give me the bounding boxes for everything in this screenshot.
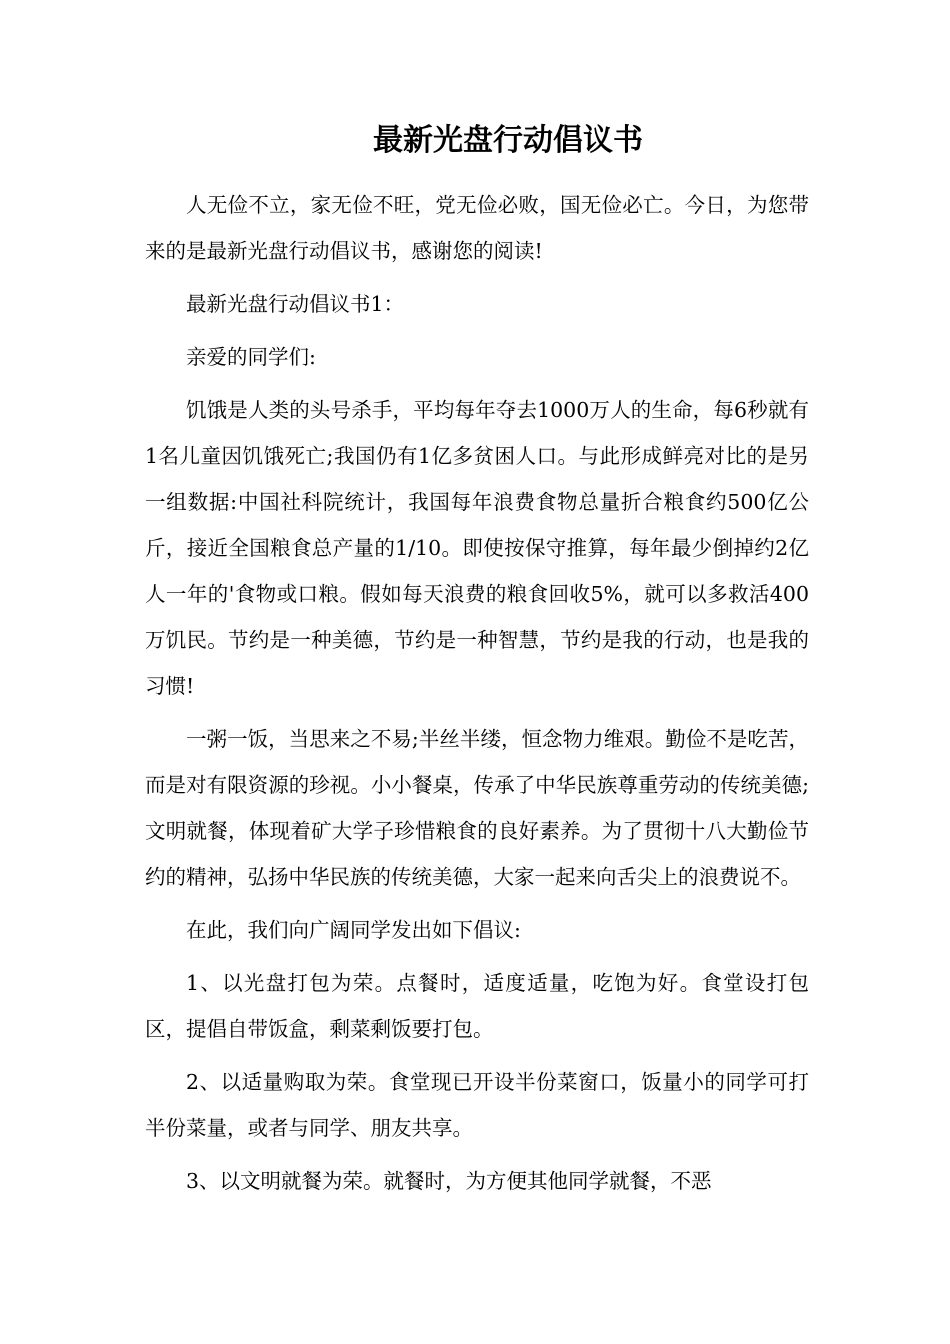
paragraph-proposal-intro: 在此，我们向广阔同学发出如下倡议:	[186, 918, 521, 942]
paragraph-heading: 最新光盘行动倡议书1：	[186, 292, 405, 316]
paragraph-intro: 人无俭不立，家无俭不旺，党无俭必败，国无俭必亡。今日，为您带来的是最新光盘行动倡议书，感谢您的阅读!	[145, 193, 809, 263]
paragraph-proposal-3: 3、以文明就餐为荣。就餐时，为方便其他同学就餐，不恶	[186, 1169, 712, 1193]
paragraph-proposal-1: 1、以光盘打包为荣。点餐时，适度适量，吃饱为好。食堂设打包区，提倡自带饭盒，剩菜剩饭要打包。	[145, 971, 809, 1041]
paragraph-proposal-2: 2、以适量购取为荣。食堂现已开设半份菜窗口，饭量小的同学可打半份菜量，或者与同学、朋友共享。	[145, 1070, 809, 1140]
document-title: 最新光盘行动倡议书	[373, 123, 643, 158]
paragraph-hunger-facts: 饥饿是人类的头号杀手，平均每年夺去1000万人的生命，每6秒就有1名儿童因饥饿死亡;我国仍有1亿多贫困人口。与此形成鲜亮对比的是另一组数据:中国社科院统计，我国每年浪费食物总量折合粮食约500亿公斤，接近全国粮食总产量的1/10。即使按保守推算，每年最少倒掉约2亿人一年的'食物或口粮。假如每天浪费的粮食回收5%，就可以多救活400万饥民。节约是一种美德，节约是一种智慧，节约是我的行动，也是我的习惯!	[145, 398, 809, 698]
paragraph-thrift: 一粥一饭，当思来之不易;半丝半缕，恒念物力维艰。勤俭不是吃苦，而是对有限资源的珍视。小小餐桌，传承了中华民族尊重劳动的传统美德;文明就餐，体现着矿大学子珍惜粮食的良好素养。为了贯彻十八大勤俭节约的精神，弘扬中华民族的传统美德，大家一起来向舌尖上的浪费说不。	[145, 727, 809, 889]
document-body	[145, 182, 809, 1211]
paragraph-salutation: 亲爱的同学们:	[186, 345, 316, 369]
